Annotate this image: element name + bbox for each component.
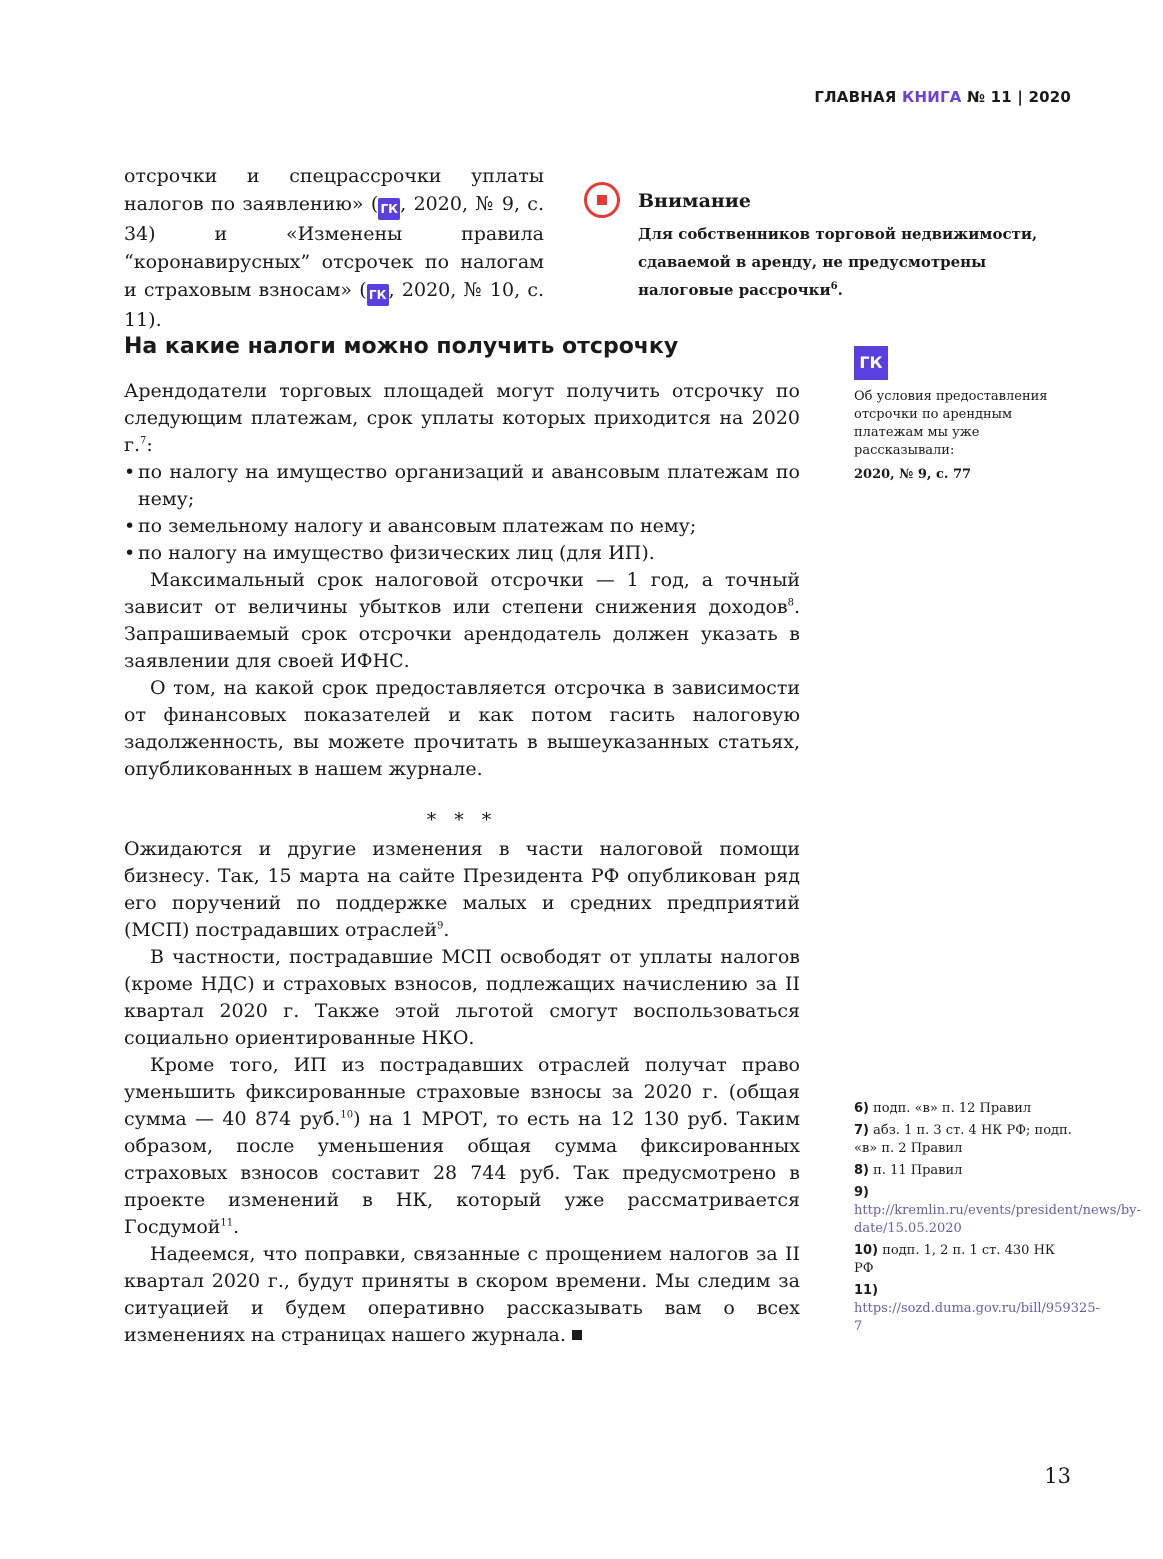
article-body	[124, 378, 800, 1349]
footnotes	[854, 1100, 1141, 1340]
footnote-link[interactable]: https://sozd.duma.gov.ru/bill/959325-7	[854, 1301, 1100, 1334]
section-heading: На какие налоги можно получить отсрочку	[124, 334, 679, 359]
footnote-num: 8)	[854, 1163, 869, 1178]
footnote	[854, 1122, 1074, 1158]
list-item: • по земельному налогу и авансовым платежам по нему;	[124, 513, 800, 540]
footnote-ref: 11	[220, 1217, 234, 1229]
intro-text-3: , 2020, № 10, с. 11).	[124, 279, 545, 331]
footnote	[854, 1242, 1074, 1278]
p6-text-b: ) на 1 МРОТ, то есть на 12 130 руб. Таким образом, после уменьшения общая сумма фиксированных страховых взносов составит 28 744 руб. Так предусмотрено в проекте изменений в НК, который уже рассматривается Госдумой	[124, 1108, 800, 1238]
sidebar-reference	[854, 346, 1064, 484]
footnote	[854, 1184, 1141, 1238]
end-mark-icon	[572, 1330, 582, 1340]
p4-text: Ожидаются и другие изменения в части налоговой помощи бизнесу. Так, 15 марта на сайте Президента РФ опубликован ряд его поручений по поддержке малых и средних предприятий (МСП) пострадавших отраслей	[124, 838, 800, 941]
list-item: • по налогу на имущество организаций и авансовым платежам по нему;	[124, 459, 800, 513]
footnote-ref: 6	[830, 281, 838, 292]
sidebar-ref[interactable]: 2020, № 9, с. 77	[854, 467, 972, 482]
list-item: • по налогу на имущество физических лиц (для ИП).	[124, 540, 800, 567]
header-issue: № 11 | 2020	[966, 88, 1071, 106]
footnote-text: абз. 1 п. 3 ст. 4 НК РФ; подп. «в» п. 2 Правил	[854, 1123, 1072, 1156]
section-divider: * * *	[426, 809, 498, 831]
paragraph	[124, 378, 800, 459]
p6-end: .	[233, 1216, 240, 1238]
p7-text: Надеемся, что поправки, связанные с прощением налогов за II квартал 2020 г., будут приняты в скором времени. Мы следим за ситуацией и будем оперативно рассказывать вам о всех изменениях на страницах нашего журнала.	[124, 1243, 800, 1346]
paragraph	[124, 1052, 800, 1241]
gk-logo-icon[interactable]: ГК	[367, 284, 389, 306]
p4-end: .	[443, 919, 450, 941]
intro-paragraph	[124, 162, 544, 334]
footnote-num: 9)	[854, 1185, 869, 1200]
footnote-text: подп. «в» п. 12 Правил	[873, 1101, 1032, 1116]
gk-logo-icon[interactable]: ГК	[378, 198, 400, 220]
p6-text-a: Кроме того, ИП из пострадавших отраслей получат право уменьшить фиксированные страховые взносы за 2020 г. (общая сумма — 40 874 руб.	[124, 1054, 800, 1130]
footnote-num: 11)	[854, 1283, 879, 1298]
footnote-link[interactable]: http://kremlin.ru/events/president/news/by-date/15.05.2020	[854, 1203, 1141, 1236]
intro-text-2: , 2020, № 9, с. 34) и «Изменены правила “коронавирусных” отсрочек по налогам и страховым взносам» (	[124, 193, 544, 301]
header-title-b: КНИГА	[902, 88, 962, 106]
p2-end: . Запрашиваемый срок отсрочки арендодатель должен указать в заявлении для своей ИФНС.	[124, 596, 800, 672]
footnote-ref: 10	[340, 1109, 354, 1121]
footnote-ref: 7	[140, 435, 147, 447]
footnote-ref: 9	[437, 920, 444, 932]
intro-text-1: отсрочки и спецрассрочки уплаты налогов по заявлению» (	[124, 165, 544, 215]
footnote	[854, 1162, 1074, 1180]
page-number: 13	[1044, 1464, 1071, 1488]
paragraph: В частности, пострадавшие МСП освободят от уплаты налогов (кроме НДС) и страховых взносов, подлежащих начислению за II квартал 2020 г. Также этой льготой смогут воспользоваться социально ориентированные НКО.	[124, 946, 800, 1049]
p1-end: :	[146, 434, 153, 456]
footnote	[854, 1100, 1074, 1118]
footnote	[854, 1282, 1100, 1336]
paragraph	[124, 836, 800, 944]
attention-text: Для собственников торговой недвижимости, сдаваемой в аренду, не предусмотрены налоговые рассрочки	[638, 225, 1038, 299]
paragraph	[124, 567, 800, 675]
footnote-num: 7)	[854, 1123, 869, 1138]
attention-end: .	[837, 281, 843, 299]
paragraph	[124, 1241, 800, 1349]
footnote-text: подп. 1, 2 п. 1 ст. 430 НК РФ	[854, 1243, 1055, 1276]
paragraph: О том, на какой срок предоставляется отсрочка в зависимости от финансовых показателей и как потом гасить налоговую задолженность, вы можете прочитать в вышеуказанных статьях, опубликованных в нашем журнале.	[124, 677, 800, 780]
attention-body	[638, 220, 1068, 304]
tax-list	[124, 459, 800, 567]
gk-logo-icon[interactable]: ГК	[854, 346, 888, 380]
header-title-a: ГЛАВНАЯ	[814, 88, 897, 106]
footnote-num: 6)	[854, 1101, 869, 1116]
p2-text: Максимальный срок налоговой отсрочки — 1 год, а точный зависит от величины убытков или степени снижения доходов	[124, 569, 800, 618]
running-header	[814, 88, 1071, 106]
footnote-text: п. 11 Правил	[873, 1163, 963, 1178]
footnote-ref: 8	[787, 597, 794, 609]
p1-text: Арендодатели торговых площадей могут получить отсрочку по следующим платежам, срок уплаты которых приходится на 2020 г.	[124, 380, 800, 456]
footnote-num: 10)	[854, 1243, 879, 1258]
attention-title: Внимание	[638, 190, 751, 212]
sidebar-text: Об условия предоставления отсрочки по арендным платежам мы уже рассказывали:	[854, 389, 1048, 458]
stop-icon	[584, 182, 620, 218]
